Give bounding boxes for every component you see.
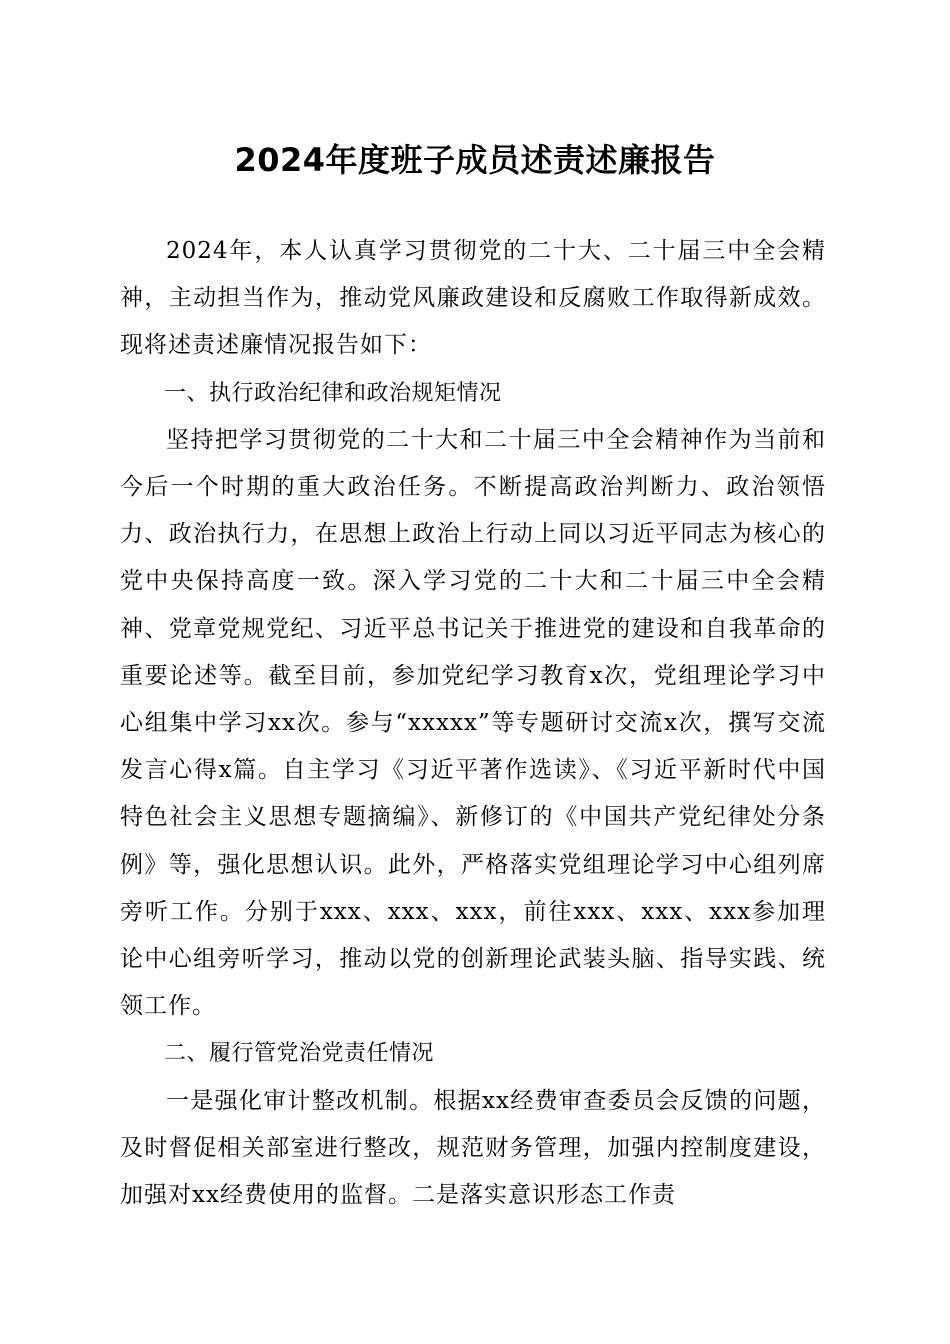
section-2-lead: 一是强化审计整改机制。 [166,1087,434,1114]
section-1-paragraph: 坚持把学习贯彻党的二十大和二十届三中全会精神作为当前和今后一个时期的重大政治任务。不断提高政治判断力、政治领悟力、政治执行力，在思想上政治上行动上同以习近平同志为核心的党中央保持高度一致。深入学习党的二十大和二十届三中全会精神、党章党规党纪、习近平总书记关于推进党的建设和自我革命的重要论述等。截至目前，参加党纪学习教育x次，党组理论学习中心组集中学习xx次。参与“xxxxx”等专题研讨交流x次，撰写交流发言心得x篇。自主学习《习近平著作选读》、《习近平新时代中国特色社会主义思想专题摘编》、新修订的《中国共产党纪律处分条例》等，强化思想认识。此外，严格落实党组理论学习中心组列席旁听工作。分别于xxx、xxx、xxx，前往xxx、xxx、xxx参加理论中心组旁听学习，推动以党的创新理论武装头脑、指导实践、统领工作。 [120,426,826,1020]
section-2-heading: 二、履行管党治党责任情况 [164,1041,435,1067]
document-title: 2024年度班子成员述责述廉报告 [234,141,716,179]
document-body [120,228,826,1219]
section-1-heading: 一、执行政治纪律和政治规矩情况 [164,380,502,406]
section-2-paragraph [120,1078,826,1220]
intro-paragraph: 2024年，本人认真学习贯彻党的二十大、二十届三中全会精神，主动担当作为，推动党风廉政建设和反腐败工作取得新成效。现将述责述廉情况报告如下： [120,238,826,359]
section-2-text: 根据xx经费审查委员会反馈的问题，及时督促相关部室进行整改，规范财务管理，加强内控制度建设，加强对xx经费使用的监督。二是落实意识形态工作责 [120,1087,826,1209]
